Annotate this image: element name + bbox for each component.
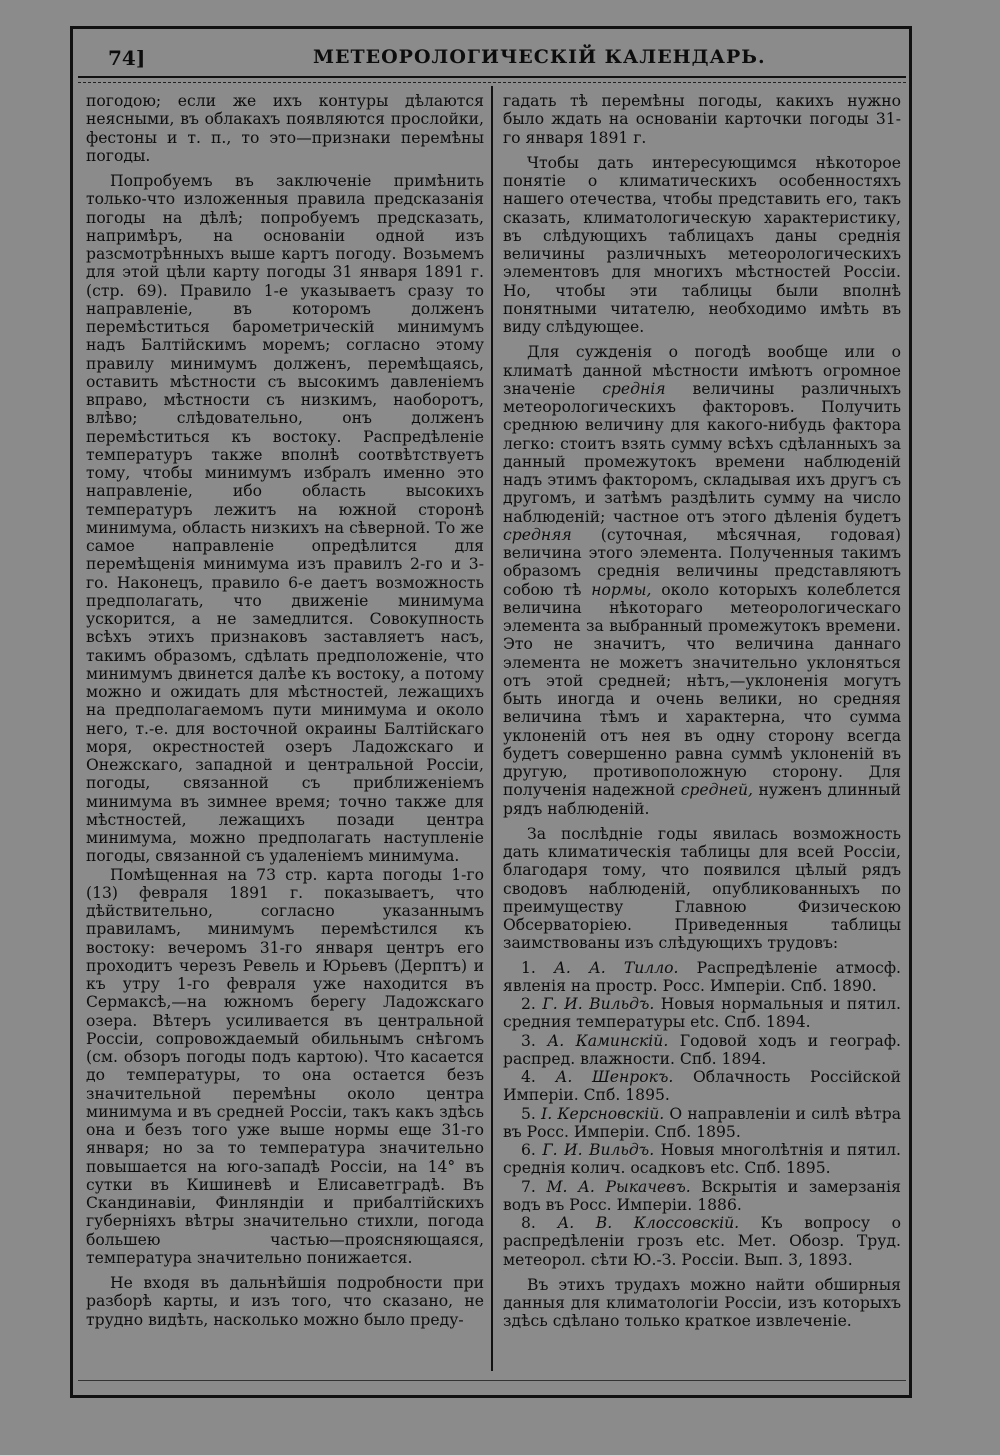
reference-text: Вскрытія и замерзанія водъ въ Росс. Имперіи. 1886. <box>503 1177 901 1214</box>
reference-number: 3. <box>521 1031 536 1050</box>
left-paragraph-4: Не входя въ дальнѣйшія подробности при разборѣ карты, и изъ того, что сказано, не трудно видѣть, насколько можно было преду- <box>86 1274 484 1329</box>
reference-text: О направленіи и силѣ вѣтра въ Росс. Имперіи. Спб. 1895. <box>503 1104 901 1141</box>
right-column <box>503 92 901 1331</box>
reference-item <box>503 1141 901 1178</box>
left-paragraph-1: погодою; если же ихъ контуры дѣлаются неясными, въ облакахъ появляются прослойки, фестоны и т. п., то это—признаки перемѣны погоды. <box>86 92 484 165</box>
reference-item <box>503 1214 901 1269</box>
reference-text: Новыя многолѣтнія и пятил. среднія колич. осадковъ etc. Спб. 1895. <box>503 1141 901 1178</box>
text-run: нуженъ длинный рядъ наблюденій. <box>503 781 901 818</box>
italic-term: средняя <box>503 525 572 544</box>
reference-text: Распредѣленіе атмосф. явленія на простр. Росс. Имперіи. Спб. 1890. <box>503 958 902 995</box>
right-paragraph-3 <box>503 343 901 818</box>
page-number: 74] <box>108 46 146 70</box>
reference-item <box>503 1068 901 1105</box>
left-paragraph-3: Помѣщенная на 73 стр. карта погоды 1-го (13) февраля 1891 г. показываетъ, что дѣйствительно, согласно указаннымъ правиламъ, минимумъ перемѣстился къ востоку: вечеромъ 31-го января центръ его проходитъ черезъ Ревель и Юрьевъ (Дерптъ) и къ утру 1-го февраля уже находится въ Сермаксѣ,—на южномъ берегу Ладожскаго озера. Вѣтеръ усиливается въ центральной Россіи, сопровождаемый обильнымъ снѣгомъ (см. обзоръ погоды подъ картою). Что касается до температуры, то она остается безъ значительной перемѣны около центра минимума и въ средней Россіи, такъ какъ здѣсь она и безъ того уже выше нормы еще 31-го января; но за то температура значительно повышается на юго-западѣ Россіи, на 14° въ сутки въ Кишиневѣ и Елисаветградѣ. Въ Скандинавіи, Финляндіи и прибалтійскихъ губерніяхъ вѣтры значительно стихли, погода большею частью—проясняющаяся, температура значительно понижается. <box>86 865 484 1267</box>
reference-item <box>503 959 901 996</box>
reference-number: 6. <box>521 1141 536 1159</box>
reference-item <box>503 995 901 1032</box>
left-column <box>86 92 484 1329</box>
reference-item <box>503 1178 901 1215</box>
reference-author: А. Шенрокъ. <box>555 1068 674 1086</box>
reference-item <box>503 1032 901 1069</box>
right-paragraph-2: Чтобы дать интересующимся нѣкоторое понятіе о климатическихъ особенностяхъ нашего отечества, чтобы представить его, такъ сказать, климатологическую характеристику, въ слѣдующихъ таблицахъ даны среднія величины различныхъ метеорологическихъ элементовъ для многихъ мѣстностей Россіи. Но, чтобы эти таблицы были вполнѣ понятными читателю, необходимо имѣть въ виду слѣдующее. <box>503 153 901 336</box>
column-divider <box>491 86 493 1371</box>
text-run: величины различныхъ метеорологическихъ факторовъ. Получить среднюю величину для какого-нибудь фактора легко: стоитъ взять сумму всѣхъ сдѣланныхъ за данный промежутокъ времени наблюденій надъ этимъ факторомъ, складывая ихъ другъ съ другомъ, и затѣмъ раздѣлить сумму на число наблюденій; частное отъ этого дѣленія будетъ <box>503 379 901 526</box>
header-rule <box>78 76 906 83</box>
reference-number: 8. <box>521 1214 536 1232</box>
italic-term: средней, <box>680 781 754 800</box>
reference-number: 5. <box>521 1104 536 1123</box>
reference-text: Годовой ходъ и географ. распред. влажности. Спб. 1894. <box>503 1031 901 1068</box>
page-header <box>108 44 898 80</box>
italic-term: среднія <box>602 379 666 398</box>
right-paragraph-1: гадать тѣ перемѣны погоды, какихъ нужно было ждать на основаніи карточки погоды 31-го января 1891 г. <box>503 92 901 147</box>
right-paragraph-4: За послѣдніе годы явилась возможность дать климатическія таблицы для всей Россіи, благодаря тому, что появился цѣлый рядъ сводовъ наблюденій, опубликованныхъ по преимуществу Главною Физическою Обсерваторіею. Приведенныя таблицы заимствованы изъ слѣдующихъ трудовъ: <box>503 824 901 953</box>
reference-item <box>503 1105 901 1142</box>
reference-number: 1. <box>521 958 536 977</box>
italic-term: нормы, <box>591 580 652 599</box>
reference-author: А. В. Клоссовскій. <box>557 1214 740 1232</box>
reference-author: А. А. Тилло. <box>554 958 679 977</box>
text-run: (суточная, мѣсячная, годовая) величина этого элемента. Полученныя такимъ образомъ среднія величины представляютъ собою тѣ <box>503 525 901 599</box>
reference-number: 4. <box>521 1068 536 1086</box>
reference-text: Облачность Россійской Имперіи. Спб. 1895. <box>503 1068 901 1105</box>
reference-author: І. Керсновскій. <box>541 1104 665 1123</box>
references-list <box>503 959 901 1269</box>
right-paragraph-5: Въ этихъ трудахъ можно найти обширныя данныя для климатологіи Россіи, изъ которыхъ здѣсь сдѣлано только краткое извлеченіе. <box>503 1275 901 1331</box>
text-run: Для сужденія о погодѣ вообще или о климатѣ данной мѣстности имѣютъ огромное значеніе <box>503 343 901 398</box>
left-paragraph-2: Попробуемъ въ заключеніе примѣнить только-что изложенныя правила предсказанія погоды на дѣлѣ; попробуемъ предсказать, напримѣръ, на основаніи одной изъ разсмотрѣнныхъ выше картъ погоду. Возьмемъ для этой цѣли карту погоды 31 января 1891 г. (стр. 69). Правило 1-е указываетъ сразу то направленіе, въ которомъ долженъ перемѣститься барометрическій минимумъ надъ Балтійскимъ моремъ; согласно этому правилу минимумъ долженъ, перемѣщаясь, оставить мѣстности съ высокимъ давленіемъ вправо, мѣстности съ низкимъ, наоборотъ, влѣво; слѣдовательно, онъ долженъ перемѣститься къ востоку. Распредѣленіе температуръ также вполнѣ соотвѣтствуетъ тому, чтобы минимумъ избралъ именно это направленіе, ибо область высокихъ температуръ лежитъ на южной сторонѣ минимума, область низкихъ на сѣверной. То же самое направленіе опредѣлится для перемѣщенія минимума изъ правилъ 2-го и 3-го. Наконецъ, правило 6-е даетъ возможность предполагать, что движеніе минимума ускорится, а не замедлится. Совокупность всѣхъ этихъ признаковъ заставляетъ насъ, такимъ образомъ, сдѣлать предположеніе, что минимумъ двинется далѣе къ востоку, а потому можно и ожидать для мѣстностей, лежащихъ на предполагаемомъ пути минимума и около него, т.-е. для восточной окраины Балтійскаго моря, окрестностей озеръ Ладожскаго и Онежскаго, западной и центральной Россіи, погоды, связанной съ приближеніемъ минимума въ зимнее время; точно также для мѣстностей, лежащихъ позади центра минимума, можно предполагать наступленіе погоды, связанной съ удаленіемъ минимума. <box>86 172 484 866</box>
reference-author: Г. И. Вильдъ. <box>542 995 655 1013</box>
reference-author: Г. И. Вильдъ. <box>542 1141 655 1159</box>
reference-text: Къ вопросу о распредѣленіи грозъ etc. Мет. Обозр. Труд. метеорол. сѣти Ю.-З. Россіи. Вып. 3, 1893. <box>503 1214 901 1269</box>
reference-number: 7. <box>521 1177 536 1196</box>
bottom-rule <box>78 1380 906 1381</box>
running-title: МЕТЕОРОЛОГИЧЕСКІЙ КАЛЕНДАРЬ. <box>313 46 766 68</box>
reference-text: Новыя нормальныя и пятил. средния температуры etc. Спб. 1894. <box>503 995 901 1032</box>
reference-author: М. А. Рыкачевъ. <box>546 1177 691 1196</box>
reference-number: 2. <box>521 995 536 1013</box>
reference-author: А. Каминскій. <box>547 1031 669 1050</box>
text-run: около которыхъ колеблется величина нѣкотораго метеорологическаго элемента за выбранный промежутокъ времени. Это не значитъ, что величина даннаго элемента не можетъ значительно уклоняться отъ этой средней; нѣтъ,—уклоненія могутъ быть иногда и очень велики, но средняя величина тѣмъ и характерна, что сумма уклоненій отъ нея въ одну сторону всегда будетъ совершенно равна суммѣ уклоненій въ другую, противоположную сторону. Для полученія надежной <box>503 580 901 800</box>
